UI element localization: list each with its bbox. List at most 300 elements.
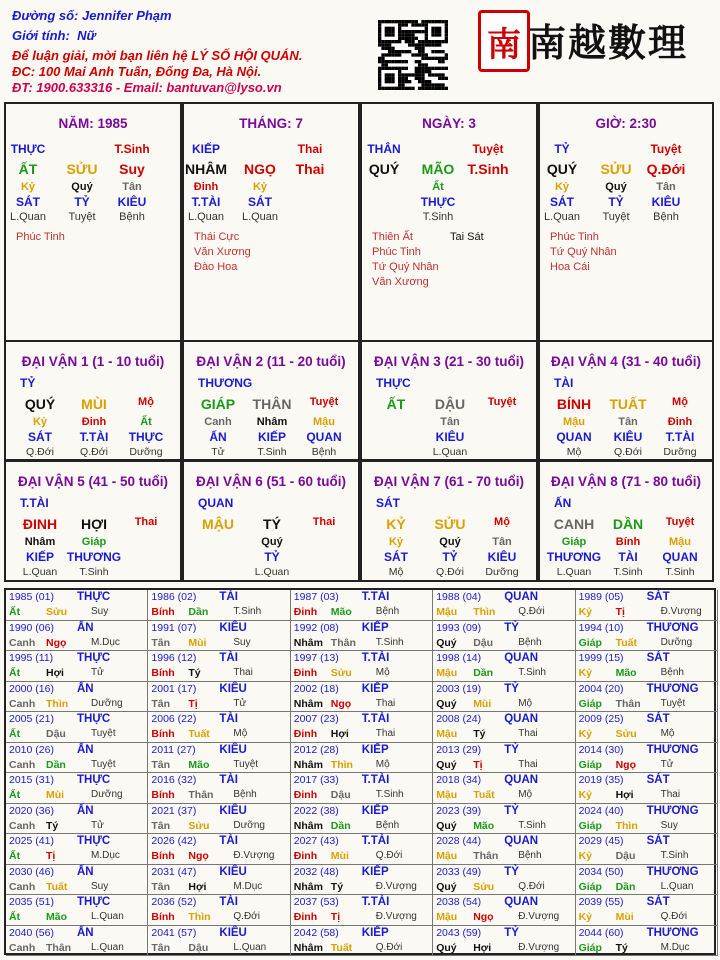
year-thap-than: T.TÀI <box>361 774 390 786</box>
pillar-c-0: Kỷ <box>554 181 570 193</box>
year-can: Ất <box>9 789 21 801</box>
pillar-star2: Tai Sát <box>450 231 484 243</box>
dai-van-thap-than: QUAN <box>198 496 234 510</box>
year-label: 2016 (32) <box>151 774 197 786</box>
year-cell[interactable] <box>291 682 433 713</box>
year-stage: Mộ <box>233 728 248 739</box>
year-cell[interactable] <box>291 865 433 896</box>
year-stage: L.Quan <box>91 911 124 922</box>
year-thap-than: T.TÀI <box>361 896 390 908</box>
dai-van-stage: Mộ <box>566 446 582 458</box>
year-thap-than: QUAN <box>504 896 539 908</box>
year-chi: Thân <box>615 697 641 710</box>
pillar-star: Tứ Quý Nhân <box>372 261 439 273</box>
year-cell[interactable] <box>291 712 433 743</box>
dai-van-can: QUÝ <box>24 396 56 412</box>
year-chi: Tuất <box>46 880 68 893</box>
year-chi: Dần <box>330 819 351 832</box>
dai-van-hidden: Đinh <box>667 416 693 428</box>
pillar-star: Thiên Ất <box>372 231 413 243</box>
year-can: Bính <box>151 789 175 801</box>
dai-van-stage: Bệnh <box>311 446 337 458</box>
year-label: 2044 (60) <box>578 926 624 939</box>
dai-van-2[interactable] <box>182 340 360 461</box>
year-stage: Thai <box>660 789 681 800</box>
year-can: Mậu <box>436 789 458 801</box>
year-cell[interactable] <box>433 590 575 621</box>
dai-van-god: QUAN <box>662 550 698 564</box>
year-stage: Mộ <box>518 697 533 709</box>
year-cell[interactable] <box>576 590 718 621</box>
year-stage: Thai <box>375 697 396 709</box>
year-thap-than: SÁT <box>646 591 670 603</box>
year-cell[interactable] <box>291 895 433 926</box>
pillar-c-2: Tân <box>656 181 676 193</box>
dai-van-hidden: Tân <box>440 416 460 428</box>
year-stage: Bệnh <box>233 789 257 800</box>
year-thap-than: THƯƠNG <box>646 621 699 634</box>
year-can: Giáp <box>578 758 602 771</box>
year-can: Nhâm <box>293 880 323 893</box>
pillar-2 <box>360 102 538 342</box>
year-can: Nhâm <box>293 636 323 649</box>
year-can: Kỷ <box>578 789 593 801</box>
year-chi: Tị <box>473 758 483 771</box>
dai-van-truong-sinh: Mộ <box>672 396 688 408</box>
year-cell[interactable] <box>6 682 148 713</box>
dai-van-thap-than: SÁT <box>376 496 400 510</box>
year-label: 2032 (48) <box>293 865 339 878</box>
year-label: 2012 (28) <box>293 743 339 756</box>
dai-van-hidden: Tân <box>618 416 638 428</box>
year-cell[interactable] <box>6 895 148 926</box>
year-cell[interactable] <box>148 804 290 835</box>
year-chi: Dậu <box>473 636 494 649</box>
year-thap-than: TÀI <box>219 774 238 786</box>
year-cell[interactable] <box>6 590 148 621</box>
year-chi: Thân <box>330 636 356 649</box>
year-cell[interactable] <box>148 621 290 652</box>
year-cell[interactable] <box>148 773 290 804</box>
dai-van-god: ẤN <box>209 430 227 444</box>
dai-van-stage: T.Sinh <box>613 566 643 578</box>
year-chi: Dần <box>473 667 494 679</box>
pillar-c-1: Quý <box>605 181 627 193</box>
year-stage: Dưỡng <box>91 697 123 709</box>
year-cell[interactable] <box>576 621 718 652</box>
year-can: Kỷ <box>578 667 593 679</box>
year-thap-than: QUAN <box>504 835 539 847</box>
year-thap-than: QUAN <box>504 591 539 603</box>
year-cell[interactable] <box>433 651 575 682</box>
year-cell[interactable] <box>433 804 575 835</box>
duong-so-line: Đường số: Jennifer Phạm <box>12 8 172 23</box>
year-label: 2037 (53) <box>293 896 339 908</box>
year-stage: Dưỡng <box>91 789 123 800</box>
year-cell[interactable] <box>576 895 718 926</box>
year-thap-than: TÀI <box>219 652 238 664</box>
dai-van-5[interactable] <box>4 460 182 582</box>
year-label: 1991 (07) <box>151 621 197 634</box>
pillar-a-2: T.Sinh <box>114 142 150 156</box>
year-cell[interactable] <box>148 926 290 957</box>
year-cell[interactable] <box>6 712 148 743</box>
year-cell[interactable] <box>148 895 290 926</box>
year-label: 1995 (11) <box>9 652 54 664</box>
year-cell[interactable] <box>291 926 433 957</box>
year-label: 2009 (25) <box>578 713 624 725</box>
year-stage: Đ.Vượng <box>518 911 560 922</box>
pillar-star: Thái Cực <box>194 231 240 243</box>
year-stage: Thai <box>518 728 538 739</box>
year-thap-than: KIẾP <box>361 621 389 634</box>
dai-van-chi: THÂN <box>252 396 292 412</box>
year-can: Tân <box>151 880 171 893</box>
year-chi: Ngọ <box>188 850 209 862</box>
year-can: Mậu <box>436 667 458 679</box>
dai-van-can: CANH <box>553 516 595 532</box>
year-chi: Tị <box>330 911 341 923</box>
dai-van-3[interactable] <box>360 340 538 461</box>
year-thap-than: T.TÀI <box>361 652 390 664</box>
dai-van-hidden: Mậu <box>563 416 585 428</box>
dai-van-title: ĐẠI VẬN 8 (71 - 80 tuổi) <box>550 474 702 489</box>
year-thap-than: ẤN <box>77 682 94 695</box>
year-label: 2002 (18) <box>293 682 339 695</box>
year-thap-than: KIÊU <box>219 865 247 878</box>
dai-van-stage: Q.Đới <box>436 566 464 578</box>
contact-note: Để luận giải, mời bạn liên hệ LÝ SỐ HỘI QUÁN. <box>12 48 303 63</box>
year-can: Ất <box>9 911 21 923</box>
year-thap-than: KIẾP <box>361 682 389 695</box>
year-thap-than: THƯƠNG <box>646 865 699 878</box>
year-can: Quý <box>436 697 457 710</box>
year-cell[interactable] <box>6 834 148 865</box>
year-thap-than: QUAN <box>504 652 539 664</box>
year-stage: Bệnh <box>518 850 542 861</box>
year-thap-than: QUAN <box>504 774 539 786</box>
year-cell[interactable] <box>576 743 718 774</box>
year-thap-than: SÁT <box>646 652 670 664</box>
year-label: 2005 (21) <box>9 713 54 725</box>
year-chi: Mùi <box>46 789 65 801</box>
year-stage: Tử <box>660 758 674 770</box>
year-can: Giáp <box>578 941 602 954</box>
dai-van-stage: Dưỡng <box>129 446 163 458</box>
year-cell[interactable] <box>6 865 148 896</box>
pillar-a-0: THÂN <box>367 142 401 156</box>
year-thap-than: KIẾP <box>361 865 389 878</box>
dai-van-chi: TUẤT <box>609 396 647 412</box>
dai-van-god: TỶ <box>442 550 458 564</box>
pillar-a-2: Thai <box>297 142 323 156</box>
year-thap-than: TÀI <box>219 713 238 725</box>
year-cell[interactable] <box>6 743 148 774</box>
dai-van-hidden: Đinh <box>81 416 107 428</box>
dai-van-stage: Q.Đới <box>26 446 54 458</box>
year-thap-than: KIẾP <box>361 743 389 756</box>
year-label: 1993 (09) <box>436 621 482 634</box>
year-can: Đinh <box>293 667 318 679</box>
dai-van-title: ĐẠI VẬN 5 (41 - 50 tuổi) <box>17 474 169 489</box>
dai-van-1[interactable] <box>4 340 182 461</box>
year-cell[interactable] <box>6 621 148 652</box>
year-label: 1996 (12) <box>151 652 197 664</box>
year-stage: Mộ <box>375 667 390 678</box>
year-cell[interactable] <box>291 743 433 774</box>
year-label: 2040 (56) <box>9 926 54 939</box>
pillar-a-2: Tuyệt <box>650 142 682 156</box>
year-chi: Hợi <box>473 941 492 954</box>
dai-van-4[interactable] <box>538 340 714 461</box>
year-thap-than: SÁT <box>646 896 670 908</box>
year-stage: Đ.Vượng <box>233 850 275 861</box>
year-cell[interactable] <box>433 865 575 896</box>
pillar-title: THÁNG: 7 <box>239 116 303 131</box>
phone-email-line[interactable]: ĐT: 1900.633316 - Email: bantuvan@lyso.vn <box>12 80 282 95</box>
year-stage: Tuyệt <box>233 758 259 770</box>
year-label: 1987 (03) <box>293 591 339 603</box>
year-chi: Mão <box>473 819 495 832</box>
year-thap-than: TỶ <box>504 743 519 756</box>
year-label: 1986 (02) <box>151 591 197 603</box>
dai-van-title: ĐẠI VẬN 6 (51 - 60 tuổi) <box>195 474 347 489</box>
year-thap-than: SÁT <box>646 774 670 786</box>
year-stage: Đ.Vượng <box>518 941 560 953</box>
year-cell[interactable] <box>433 773 575 804</box>
year-label: 1994 (10) <box>578 621 624 634</box>
year-thap-than: T.TÀI <box>361 835 390 847</box>
dai-van-title: ĐẠI VẬN 3 (21 - 30 tuổi) <box>373 354 525 369</box>
year-can: Giáp <box>578 636 602 649</box>
year-thap-than: TỶ <box>504 865 519 878</box>
year-thap-than: THƯƠNG <box>646 743 699 756</box>
year-cell[interactable] <box>148 712 290 743</box>
year-stage: L.Quan <box>660 880 694 892</box>
dai-van-title: ĐẠI VẬN 2 (11 - 20 tuổi) <box>196 354 346 369</box>
dai-van-hidden: Giáp <box>81 536 107 548</box>
year-cell[interactable] <box>148 682 290 713</box>
pillar-b-2: Suy <box>119 161 145 177</box>
year-cell[interactable] <box>148 743 290 774</box>
year-stage: Tuyệt <box>91 758 116 770</box>
year-label: 1997 (13) <box>293 652 339 664</box>
year-cell[interactable] <box>6 651 148 682</box>
year-stage: Đ.Vượng <box>660 606 702 617</box>
year-can: Đinh <box>293 850 318 862</box>
year-stage: Q.Đới <box>660 911 688 922</box>
year-chi: Mùi <box>473 697 492 710</box>
year-can: Giáp <box>578 880 602 893</box>
year-cell[interactable] <box>576 804 718 835</box>
pillar-d-1: THỰC <box>420 195 456 209</box>
year-cell[interactable] <box>576 682 718 713</box>
year-cell[interactable] <box>433 682 575 713</box>
year-chi: Tị <box>46 850 56 862</box>
dai-van-chi: DẦN <box>612 516 644 532</box>
year-cell[interactable] <box>433 926 575 957</box>
year-chi: Tị <box>188 697 198 710</box>
dai-van-title: ĐẠI VẬN 4 (31 - 40 tuổi) <box>550 354 702 369</box>
year-cell[interactable] <box>433 895 575 926</box>
year-cell[interactable] <box>576 926 718 957</box>
dai-van-stage: L.Quan <box>556 566 592 578</box>
dai-van-god: THƯƠNG <box>546 550 602 564</box>
pillar-0 <box>4 102 182 342</box>
dai-van-hidden: Tân <box>492 536 512 548</box>
year-thap-than: THỰC <box>77 591 111 603</box>
year-chi: Dần <box>615 880 636 893</box>
pillar-b-0: ẤT <box>18 161 38 177</box>
year-chi: Thìn <box>188 911 211 923</box>
pillar-title: NGÀY: 3 <box>422 116 476 131</box>
dai-van-truong-sinh: Thai <box>134 516 158 528</box>
year-cell[interactable] <box>6 773 148 804</box>
year-stage: Q.Đới <box>375 850 403 861</box>
pillar-e-1: Tuyệt <box>602 211 630 223</box>
year-cell[interactable] <box>576 773 718 804</box>
year-stage: Tuyệt <box>660 697 686 709</box>
dai-van-can: GIÁP <box>200 396 236 412</box>
year-stage: L.Quan <box>233 941 267 953</box>
pillar-b-1: SỬU <box>600 161 632 177</box>
year-label: 2003 (19) <box>436 682 482 695</box>
year-cell[interactable] <box>576 712 718 743</box>
year-can: Bính <box>151 667 175 679</box>
pillar-e-0: L.Quan <box>187 211 225 223</box>
year-can: Ất <box>9 850 21 862</box>
pillar-b-2: Thai <box>295 161 325 177</box>
dai-van-hidden: Canh <box>204 416 232 428</box>
year-thap-than: THỰC <box>77 835 111 847</box>
year-thap-than: TÀI <box>219 591 238 603</box>
year-cell[interactable] <box>6 804 148 835</box>
year-label: 1992 (08) <box>293 621 339 634</box>
year-chi: Thìn <box>46 697 69 710</box>
dai-van-chi: SỬU <box>434 516 466 532</box>
year-can: Mậu <box>436 911 458 923</box>
year-chi: Hợi <box>330 728 349 740</box>
year-cell[interactable] <box>148 865 290 896</box>
pillar-a-0: KIẾP <box>191 142 220 156</box>
dai-van-hidden: Mậu <box>313 416 335 428</box>
year-label: 2039 (55) <box>578 896 624 908</box>
year-cell[interactable] <box>291 621 433 652</box>
year-stage: Bệnh <box>660 667 684 678</box>
year-cell[interactable] <box>576 834 718 865</box>
year-can: Mậu <box>436 850 458 862</box>
dai-van-thap-than: ẤN <box>554 496 572 510</box>
year-chi: Tuất <box>473 789 495 801</box>
dai-van-7[interactable] <box>360 460 538 582</box>
year-label: 2043 (59) <box>436 926 482 939</box>
year-cell[interactable] <box>576 865 718 896</box>
year-cell[interactable] <box>291 590 433 621</box>
year-cell[interactable] <box>148 834 290 865</box>
dai-van-thap-than: THỰC <box>376 376 411 390</box>
year-chi: Dần <box>46 758 66 771</box>
year-label: 2006 (22) <box>151 713 197 725</box>
year-chi: Mùi <box>188 636 207 649</box>
pillar-star: Hoa Cái <box>550 261 590 273</box>
year-cell[interactable] <box>291 804 433 835</box>
year-can: Ất <box>9 606 21 618</box>
year-label: 2000 (16) <box>9 682 54 695</box>
dai-van-can: BÍNH <box>556 396 592 412</box>
dai-van-god: SÁT <box>384 550 408 564</box>
dai-van-6[interactable] <box>182 460 360 582</box>
dai-van-god: THỰC <box>128 430 164 444</box>
year-thap-than: THƯƠNG <box>646 804 699 817</box>
year-cell[interactable] <box>291 773 433 804</box>
year-stage: Thai <box>518 758 538 770</box>
year-cell[interactable] <box>433 712 575 743</box>
dai-van-truong-sinh: Mộ <box>138 396 154 408</box>
pillar-e-1: Tuyệt <box>68 211 96 223</box>
year-label: 2027 (43) <box>293 835 339 847</box>
year-cell[interactable] <box>291 834 433 865</box>
year-chi: Thân <box>46 941 72 954</box>
year-thap-than: TÀI <box>219 896 238 908</box>
year-cell[interactable] <box>433 743 575 774</box>
year-thap-than: KIÊU <box>219 743 247 756</box>
year-label: 1999 (15) <box>578 652 624 664</box>
year-can: Canh <box>9 880 36 893</box>
year-thap-than: ẤN <box>77 743 94 756</box>
year-cell[interactable] <box>291 651 433 682</box>
dai-van-chi: MÙI <box>81 396 107 412</box>
year-cell[interactable] <box>576 651 718 682</box>
year-cell[interactable] <box>6 926 148 957</box>
year-thap-than: TỶ <box>504 926 519 939</box>
year-chi: Ngọ <box>473 911 494 923</box>
year-thap-than: KIÊU <box>219 926 247 939</box>
year-thap-than: TỶ <box>504 804 519 817</box>
dai-van-stage: Dưỡng <box>663 446 697 458</box>
dai-van-chi: TÝ <box>263 516 281 532</box>
year-cell[interactable] <box>433 621 575 652</box>
dai-van-stage: T.Sinh <box>665 566 695 578</box>
year-cell[interactable] <box>148 651 290 682</box>
year-stage: L.Quan <box>91 941 124 953</box>
dai-van-8[interactable] <box>538 460 714 582</box>
year-can: Canh <box>9 636 36 649</box>
year-stage: Mộ <box>660 728 675 739</box>
year-chi: Mão <box>188 758 210 771</box>
year-stage: Bệnh <box>518 636 542 648</box>
year-thap-than: THỰC <box>77 896 111 908</box>
year-cell[interactable] <box>148 590 290 621</box>
dai-van-chi: HỢI <box>81 516 107 532</box>
year-stage: Đ.Vượng <box>375 880 417 892</box>
dai-van-hidden: Kỷ <box>32 416 48 428</box>
pillar-b-2: Q.Đới <box>646 161 686 177</box>
year-can: Mậu <box>436 606 458 618</box>
year-chi: Sửu <box>615 728 637 740</box>
year-stage: Q.Đới <box>518 606 545 617</box>
year-cell[interactable] <box>433 834 575 865</box>
year-chi: Tị <box>615 606 625 618</box>
year-label: 2030 (46) <box>9 865 54 878</box>
address-line: ĐC: 100 Mai Anh Tuấn, Đống Đa, Hà Nội. <box>12 64 262 79</box>
year-can: Nhâm <box>293 697 323 710</box>
dai-van-truong-sinh: Tuyệt <box>665 516 695 528</box>
year-thap-than: T.TÀI <box>361 713 390 725</box>
year-can: Bính <box>151 728 175 740</box>
year-chi: Tuất <box>615 636 637 649</box>
dai-van-stage: L.Quan <box>22 566 58 578</box>
year-can: Đinh <box>293 728 318 740</box>
